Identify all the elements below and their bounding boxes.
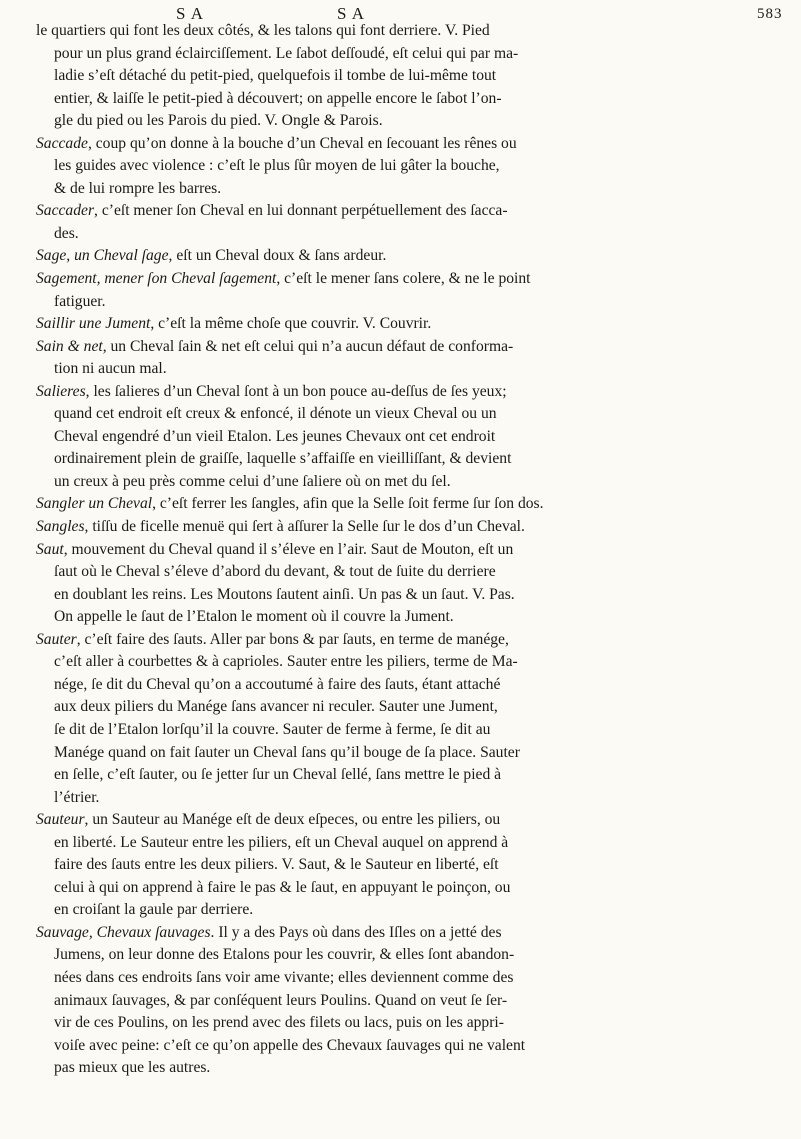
- entry-line: gle du pied ou les Parois du pied. V. Ongle & Parois.: [54, 112, 383, 130]
- entry-line: , c’eſt faire des ſauts. Aller par bons & par ſauts, en terme de manége,: [76, 630, 509, 648]
- entry-headword: Sain & net: [36, 337, 103, 355]
- entry-line: en doublant les reins. Les Moutons ſautent ainſi. Un pas & un ſaut. V. Pas.: [54, 585, 515, 603]
- entry-line: les guides avec violence : c’eſt le plus ſûr moyen de lui gâter la bouche,: [54, 157, 500, 175]
- entry-line: des.: [54, 224, 79, 242]
- entry-headword: Sauteur: [36, 811, 85, 829]
- entry-line: pas mieux que les autres.: [54, 1059, 211, 1077]
- entry-line: nége, ſe dit du Cheval qu’on a accoutumé à faire des ſauts, étant attaché: [54, 675, 501, 693]
- dictionary-text: [36, 20, 772, 1080]
- entry-line: Jumens, on leur donne des Etalons pour les couvrir, & elles ſont abandon-: [54, 946, 515, 964]
- entry-line: , eſt un Cheval doux & ſans ardeur.: [168, 247, 387, 265]
- entry-line: aux deux piliers du Manége ſans avancer ni reculer. Sauter une Jument,: [54, 698, 498, 716]
- dictionary-entry-sauteur: [36, 809, 772, 922]
- entry-line: , c’eſt ferrer les ſangles, afin que la Selle ſoit ferme ſur ſon dos.: [152, 495, 544, 513]
- entry-line: . Il y a des Pays où dans des Iſles on a jetté des: [210, 923, 502, 941]
- entry-headword: Sagement, mener ſon Cheval ſagement: [36, 270, 277, 288]
- entry-line: ordinairement plein de graiſſe, laquelle s’affaiſſe en vieilliſſant, & devient: [54, 450, 512, 468]
- dictionary-entry-saccader: [36, 200, 772, 245]
- entry-line: voiſe avec peine: c’eſt ce qu’on appelle des Chevaux ſauvages qui ne valent: [54, 1036, 526, 1054]
- entry-line: , un Sauteur au Manége eſt de deux eſpeces, ou entre les piliers, ou: [84, 811, 501, 829]
- entry-headword: Saut: [36, 540, 64, 558]
- entry-line: en ſelle, c’eſt ſauter, ou ſe jetter ſur un Cheval ſellé, ſans mettre le pied à: [54, 766, 502, 784]
- dictionary-entry-sauvage: [36, 922, 772, 1080]
- entry-headword: Saccade: [36, 134, 88, 152]
- entry-line: , c’eſt la même choſe que couvrir. V. Couvrir.: [150, 315, 432, 333]
- running-head-center: S A: [337, 4, 366, 23]
- entry-line: entier, & laiſſe le petit-pied à découvert; on appelle encore le ſabot l’on-: [54, 89, 502, 107]
- entry-line: c’eſt aller à courbettes & à caprioles. Sauter entre les piliers, terme de Ma-: [54, 653, 518, 671]
- entry-line: , mouvement du Cheval quand il s’éleve en l’air. Saut de Mouton, eſt un: [63, 540, 514, 558]
- entry-line: ſaut où le Cheval s’éleve d’abord du devant, & tout de ſuite du derriere: [54, 563, 496, 581]
- dictionary-entry-sage: [36, 245, 772, 268]
- entry-headword: Saillir une Jument: [36, 315, 151, 333]
- entry-line: , un Cheval ſain & net eſt celui qui n’a aucun défaut de conforma-: [102, 337, 514, 355]
- entry-line: , c’eſt mener ſon Cheval en lui donnant perpétuellement des ſacca-: [94, 202, 508, 220]
- entry-line: On appelle le ſaut de l’Etalon le moment où il couvre la Jument.: [54, 608, 454, 626]
- entry-line: Manége quand on fait ſauter un Cheval ſans qu’il bouge de ſa place. Sauter: [54, 743, 520, 761]
- dictionary-entry-salieres: [36, 381, 772, 494]
- entry-headword: Saccader: [36, 202, 95, 220]
- entry-line: un creux à peu près comme celui d’une ſaliere où on met du ſel.: [54, 472, 451, 490]
- entry-line: , c’eſt le mener ſans colere, & ne le point: [276, 270, 531, 288]
- entry-line: pour un plus grand éclairciſſement. Le ſabot deſſoudé, eſt celui qui par ma-: [54, 44, 519, 62]
- entry-line: nées dans ces endroits ſans voir ame vivante; elles deviennent comme des: [54, 968, 514, 986]
- entry-line: fatiguer.: [54, 292, 106, 310]
- entry-headword: Sauvage, Chevaux ſauvages: [36, 923, 211, 941]
- dictionary-entry-saccade: [36, 133, 772, 201]
- entry-line: , tiſſu de ficelle menuë qui ſert à aſſurer la Selle ſur le dos d’un Cheval.: [84, 518, 525, 536]
- dictionary-entry-continuation: [36, 20, 772, 133]
- dictionary-entry-sagement: [36, 268, 772, 313]
- entry-line: en liberté. Le Sauteur entre les piliers, eſt un Cheval auquel on apprend à: [54, 833, 509, 851]
- entry-line: faire des ſauts entre les deux piliers. V. Saut, & le Sauteur en liberté, eſt: [54, 856, 499, 874]
- entry-headword: Sauter: [36, 630, 77, 648]
- entry-line: animaux ſauvages, & par conſéquent leurs Poulins. Quand on veut ſe ſer-: [54, 991, 508, 1009]
- entry-headword: Sangler un Cheval: [36, 495, 153, 513]
- running-head-left: S A: [176, 4, 205, 23]
- dictionary-entry-sauter: [36, 629, 772, 809]
- entry-headword: Sage, un Cheval ſage: [36, 247, 169, 265]
- dictionary-entry-saut: [36, 539, 772, 629]
- entry-line: l’étrier.: [54, 788, 100, 806]
- entry-headword: Sangles: [36, 518, 85, 536]
- dictionary-entry-sangler: [36, 493, 772, 516]
- entry-line: , coup qu’on donne à la bouche d’un Cheval en ſecouant les rênes ou: [87, 134, 517, 152]
- entry-line: tion ni aucun mal.: [54, 360, 167, 378]
- entry-line: celui à qui on apprend à faire le pas & le ſaut, en appuyant le poinçon, ou: [54, 878, 511, 896]
- entry-headword: Salieres: [36, 382, 86, 400]
- entry-line: quand cet endroit eſt creux & enfoncé, il dénote un vieux Cheval ou un: [54, 405, 497, 423]
- entry-line: & de lui rompre les barres.: [54, 179, 222, 197]
- entry-line: vir de ces Poulins, on les prend avec des filets ou lacs, puis on les appri-: [54, 1014, 504, 1032]
- entry-line: le quartiers qui font les deux côtés, & les talons qui font derriere. V. Pied: [36, 22, 490, 39]
- entry-line: ſe dit de l’Etalon lorſqu’il la couvre. Sauter de ferme à ferme, ſe dit au: [54, 720, 491, 738]
- dictionary-entry-sangles: [36, 516, 772, 539]
- entry-line: en croiſant la gaule par derriere.: [54, 901, 254, 919]
- dictionary-entry-saillir: [36, 313, 772, 336]
- entry-line: , les ſalieres d’un Cheval ſont à un bon pouce au-deſſus de ſes yeux;: [85, 382, 507, 400]
- dictionary-entry-sain: [36, 336, 772, 381]
- entry-line: ladie s’eſt détaché du petit-pied, quelquefois il tombe de lui-même tout: [54, 67, 497, 85]
- entry-line: Cheval engendré d’un vieil Etalon. Les jeunes Chevaux ont cet endroit: [54, 427, 496, 445]
- page-number: 583: [757, 6, 783, 22]
